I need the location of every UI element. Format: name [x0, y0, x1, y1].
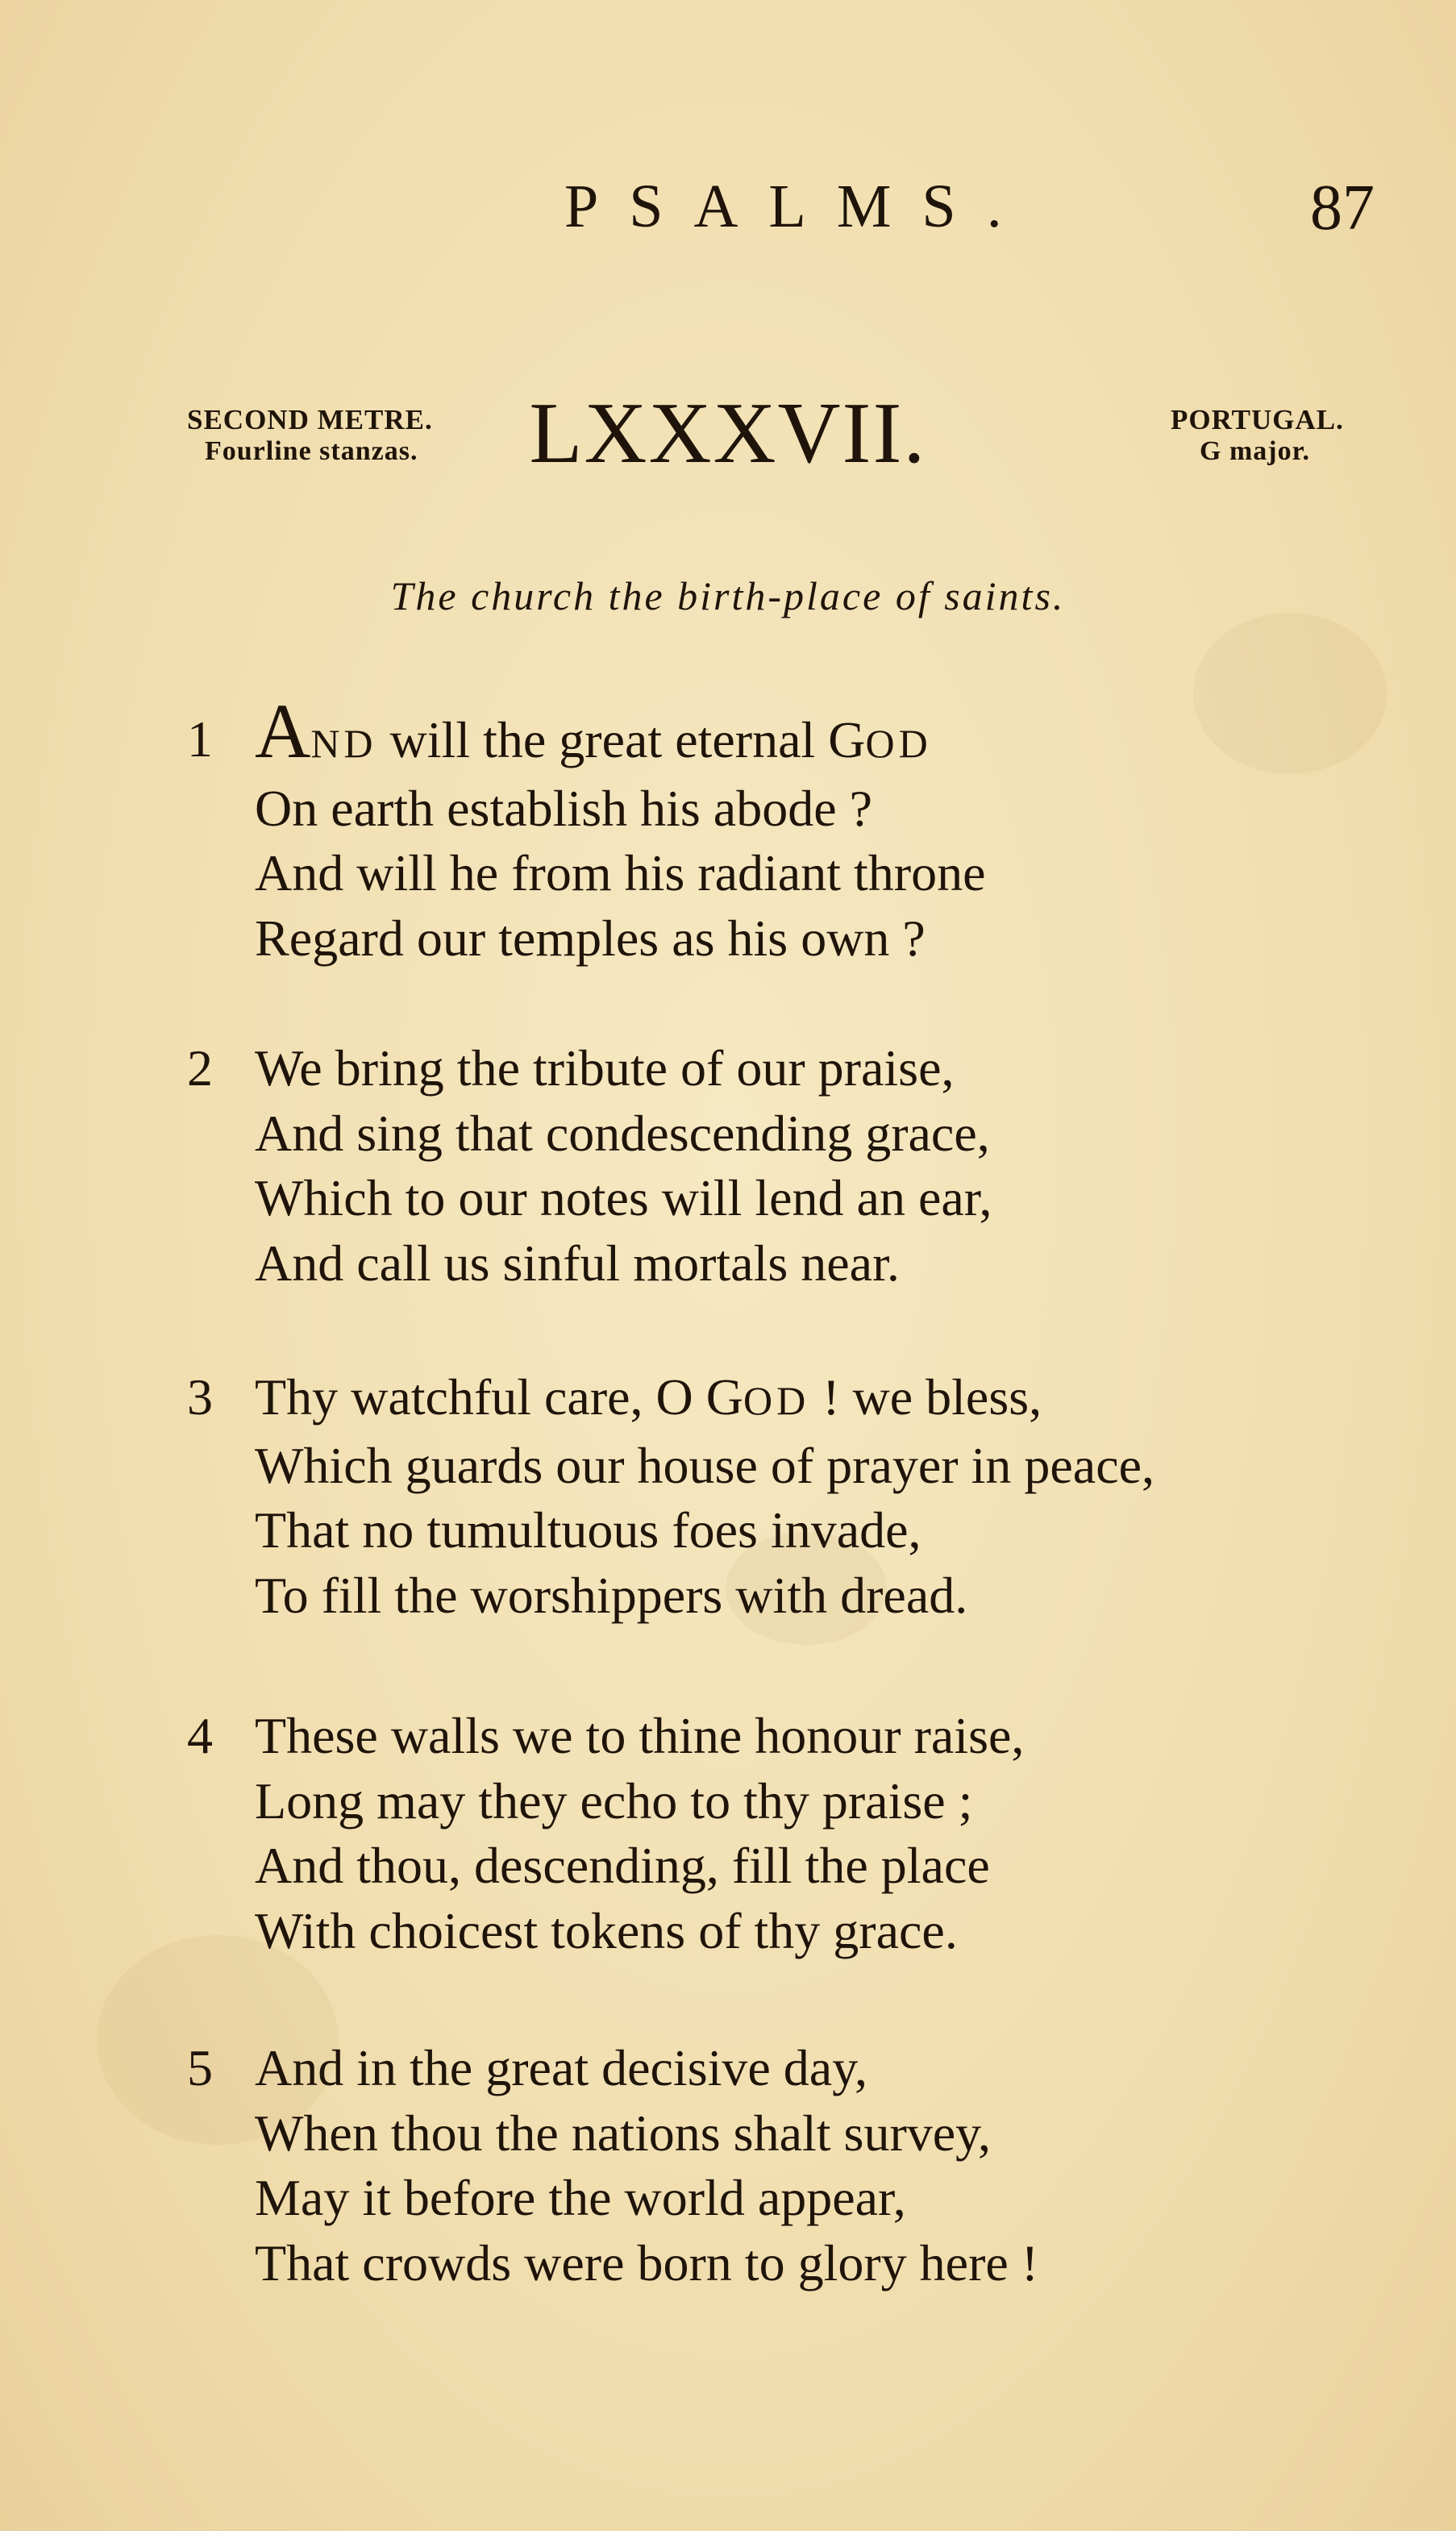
drop-cap: A: [255, 688, 311, 774]
stanza-number: 5: [187, 2039, 213, 2096]
stanza-number: 2: [187, 1039, 213, 1097]
page-number: 87: [1310, 173, 1375, 244]
stanza-line: We bring the tribute of our praise,: [255, 1039, 955, 1097]
line-text: will the great eternal: [376, 711, 829, 768]
stanza-1: [187, 688, 1429, 971]
stanza-3: [187, 1365, 1429, 1628]
stanza-line: Which to our notes will lend an ear,: [255, 1169, 992, 1226]
small-caps-text: ND: [310, 721, 377, 766]
stanza-form-label: Fourline stanzas.: [205, 435, 418, 466]
stanza-line: May it before the world appear,: [255, 2169, 906, 2226]
stanza-line: That crowds were born to glory here !: [255, 2233, 1039, 2292]
stanza-line: [255, 688, 1429, 776]
tune-name: PORTUGAL.: [1171, 404, 1344, 435]
stanza-line: And in the great decisive day,: [255, 2039, 868, 2096]
tune-key: G major.: [1200, 435, 1311, 466]
capital-letter: G: [828, 711, 866, 768]
stanza-line: And will he from his radiant throne: [255, 844, 986, 901]
psalm-number: LXXXVII.: [529, 385, 927, 481]
stanza-line: With choicest tokens of thy grace.: [255, 1901, 958, 1959]
stanza-line: And sing that condescending grace,: [255, 1104, 990, 1162]
stanza-line: And call us sinful mortals near.: [255, 1234, 900, 1292]
stanza-number: 4: [187, 1707, 213, 1764]
metre-label: SECOND METRE.: [187, 404, 433, 435]
tune-info: [1171, 405, 1344, 466]
stanza-line: When thou the nations shalt survey,: [255, 2104, 991, 2162]
stanza-number: 1: [187, 710, 213, 768]
line-text: ! we bless,: [809, 1368, 1042, 1426]
stanza-line: And thou, descending, fill the place: [255, 1837, 990, 1894]
stanza-line: Long may they echo to thy praise ;: [255, 1771, 973, 1830]
stanza-5: [187, 2036, 1429, 2296]
line-text: Thy watchful care, O: [255, 1368, 706, 1426]
stanza-line: That no tumultuous foes invade,: [255, 1501, 921, 1559]
stanza-line: These walls we to thine honour raise,: [255, 1707, 1025, 1764]
running-title: PSALMS.: [564, 173, 1033, 240]
small-caps-text: OD: [743, 1378, 810, 1423]
stanza-number: 3: [187, 1368, 213, 1426]
stanza-line: Which guards our house of prayer in peace,: [255, 1436, 1154, 1494]
stanza-4: [187, 1704, 1429, 1963]
psalm-subtitle: The church the birth-place of saints.: [390, 573, 1066, 618]
stanza-line: On earth establish his abode ?: [255, 779, 872, 837]
stanza-line: Regard our temples as his own ?: [255, 909, 926, 967]
stanza-2: [187, 1036, 1429, 1296]
capital-letter: G: [705, 1368, 743, 1426]
small-caps-text: OD: [865, 721, 932, 766]
stanza-line: To fill the worshippers with dread.: [255, 1566, 968, 1624]
stanza-line: [255, 1365, 1429, 1434]
